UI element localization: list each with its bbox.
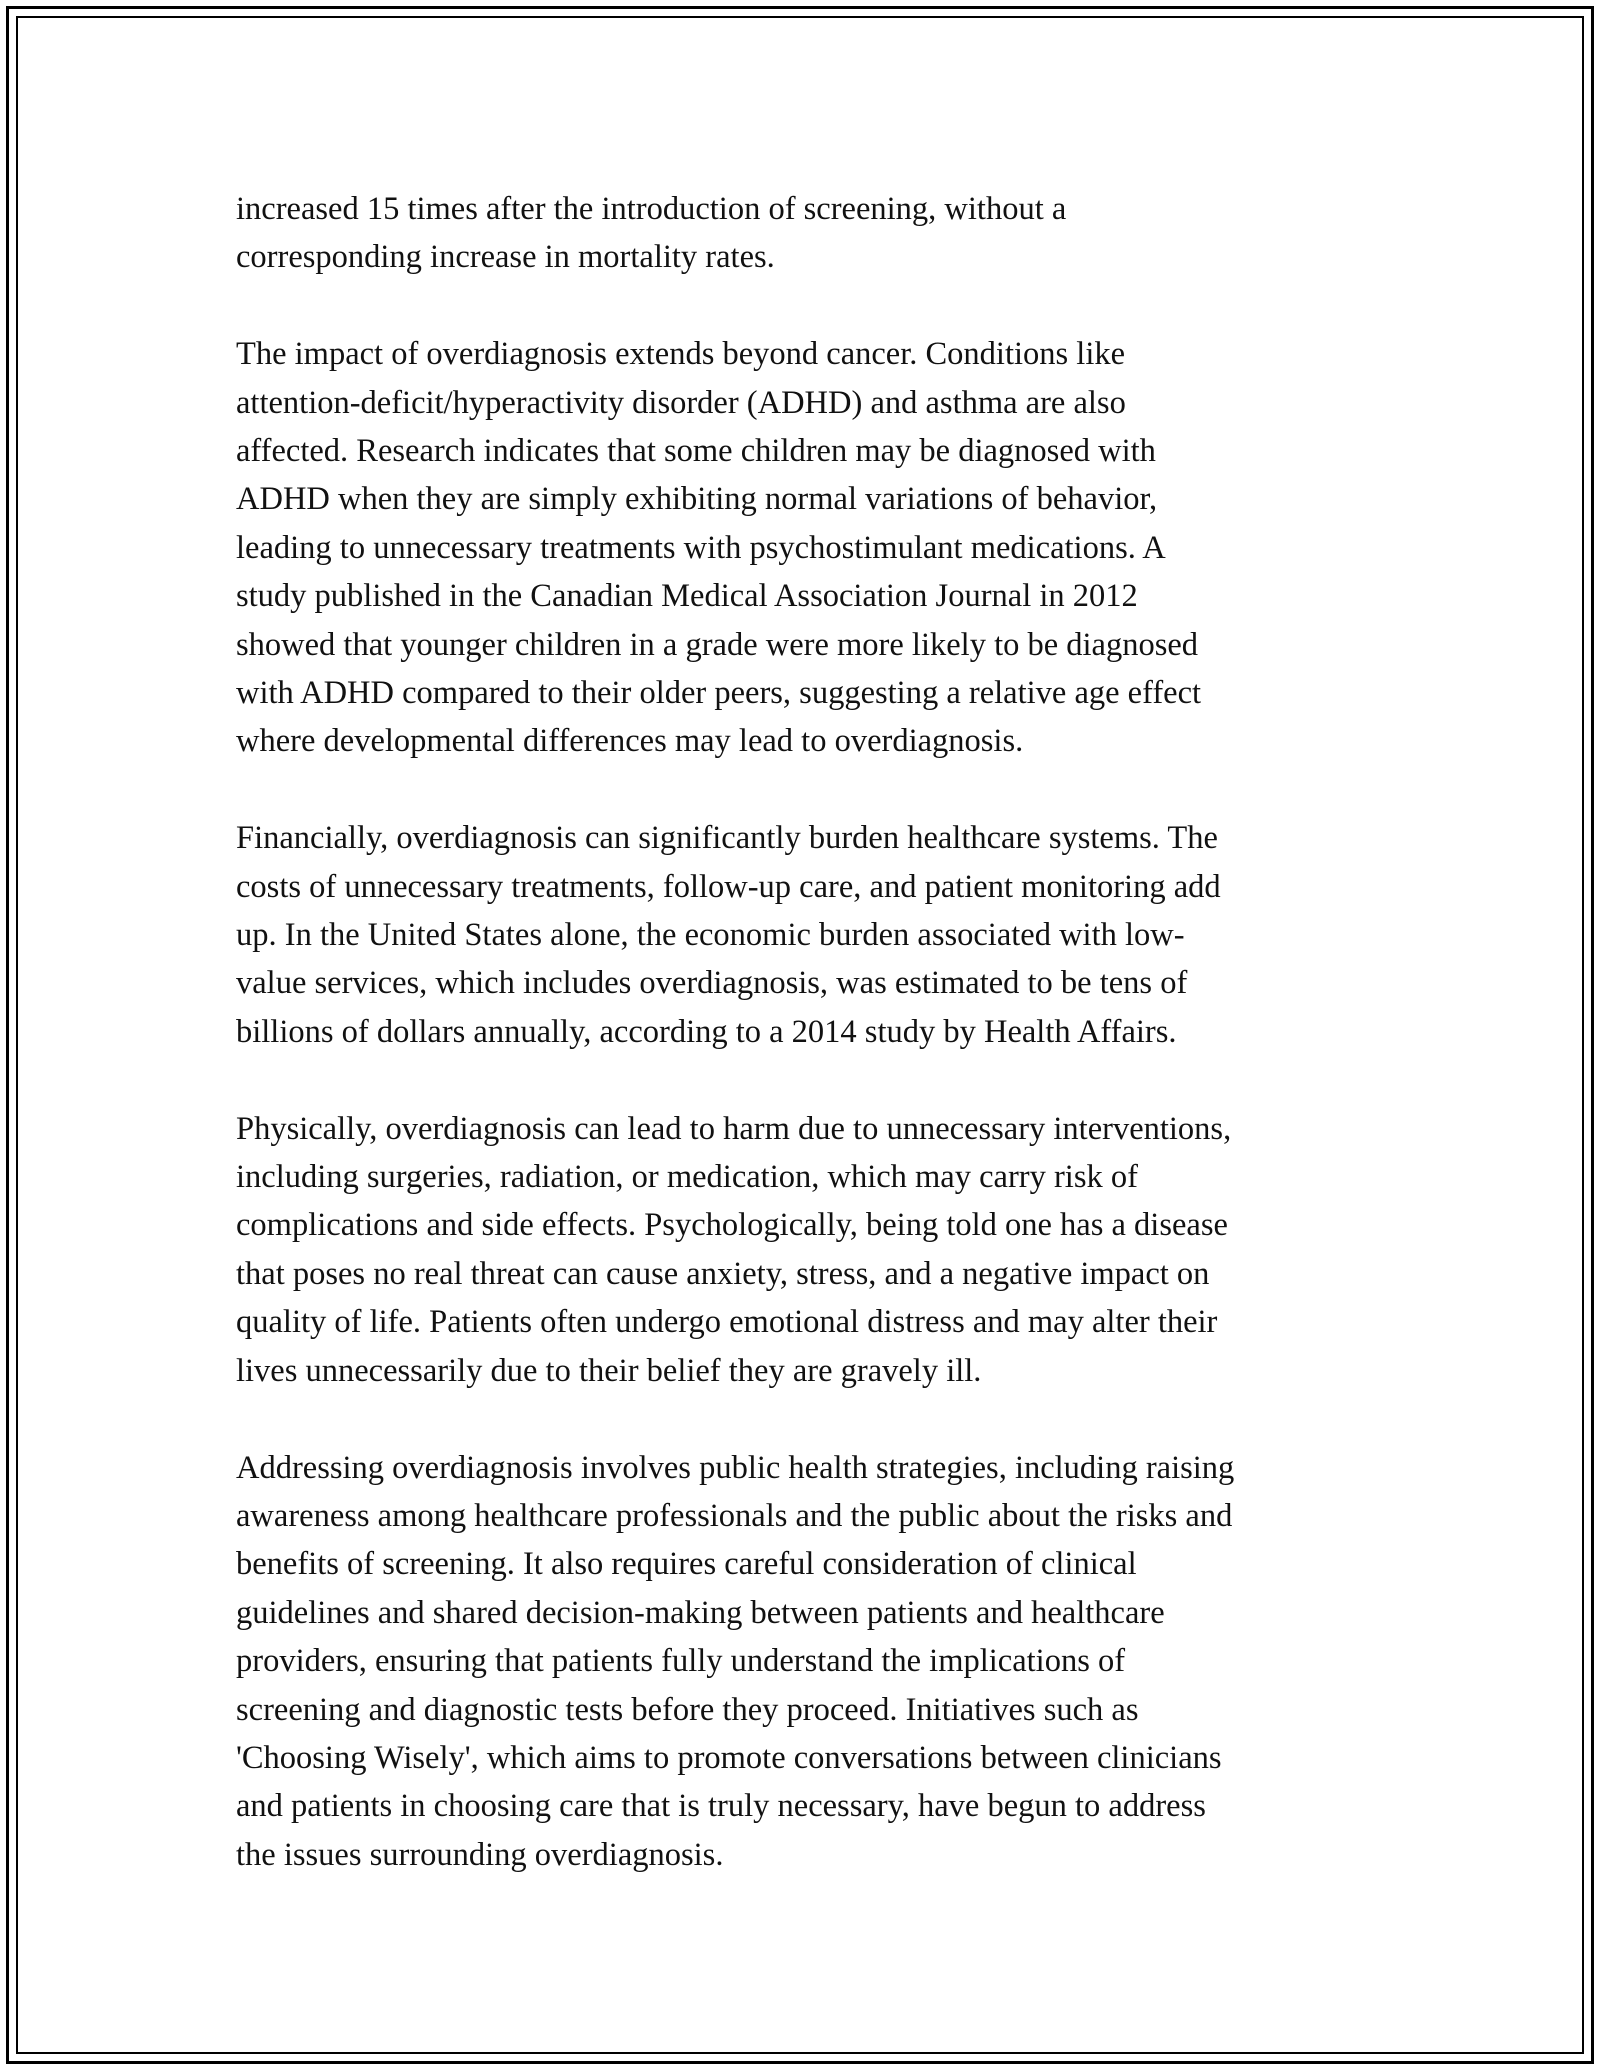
paragraph-financial-burden: Financially, overdiagnosis can significantly burden healthcare systems. The costs of unnecessary treatments, follow-up care, and patient monitoring add up. In the United States alone, the economic burden associated with low- value services, which includes overdiagnosis, was estimated to be tens of billions of dollars annually, according to a 2014 study by Health Affairs. [236, 820, 1221, 1050]
paragraph-adhd-asthma: The impact of overdiagnosis extends beyond cancer. Conditions like attention-deficit/hyperactivity disorder (ADHD) and asthma are also affected. Research indicates that some children may be diagnosed with ADHD when they are simply exhibiting normal variations of behavior, leading to unnecessary treatments with psychostimulant medications. A study published in the Canadian Medical Association Journal in 2012 showed that younger children in a grade were more likely to be diagnosed with ADHD compared to their older peers, suggesting a relative age effect where developmental differences may lead to overdiagnosis. [236, 336, 1202, 760]
paragraph-physical-psychological-harm: Physically, overdiagnosis can lead to harm due to unnecessary interventions, including surgeries, radiation, or medication, which may carry risk of complications and side effects. Psychologically, being told one has a disease that poses no real threat can cause anxiety, stress, and a negative impact on quality of life. Patients often undergo emotional distress and may alter their lives unnecessarily due to their belief they are gravely ill. [236, 1110, 1232, 1389]
paragraph-addressing-overdiagnosis: Addressing overdiagnosis involves public health strategies, including raising awareness among healthcare professionals and the public about the risks and benefits of screening. It also requires careful consideration of clinical guidelines and shared decision-making between patients and healthcare providers, ensuring that patients fully understand the implications of screening and diagnostic tests before they proceed. Initiatives such as 'Choosing Wisely', which aims to promote conversations between clinicians and patients in choosing care that is truly necessary, have begun to address the issues surrounding overdiagnosis. [236, 1449, 1235, 1873]
document-body [236, 185, 1386, 1928]
paragraph-screening-mortality: increased 15 times after the introduction of screening, without a corresponding increase in mortality rates. [236, 191, 1067, 276]
